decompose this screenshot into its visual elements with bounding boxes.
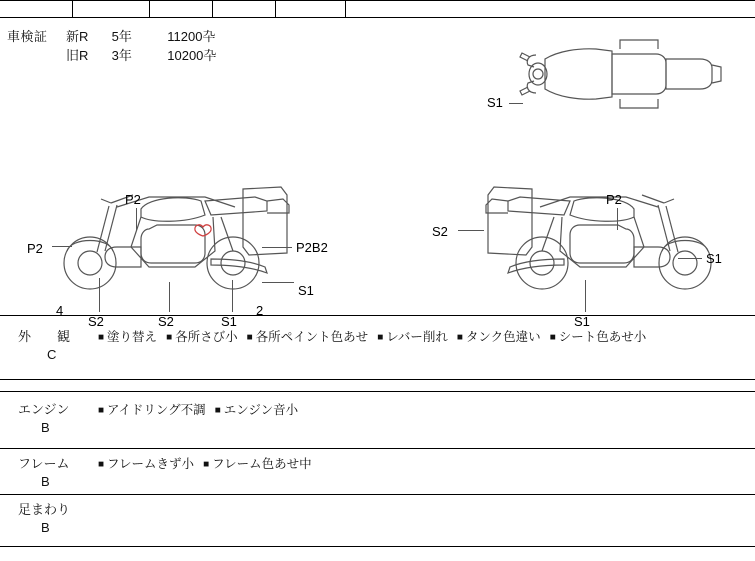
divider-top bbox=[0, 0, 755, 1]
marker-s1-right: S1 bbox=[706, 251, 722, 266]
bullet-icon: ■ bbox=[166, 332, 173, 343]
condition-items bbox=[98, 329, 655, 346]
marker-s2-left-b: S2 bbox=[158, 314, 174, 329]
divider-after-exterior bbox=[0, 379, 755, 380]
condition-item: ■ エンジン音小 bbox=[214, 403, 299, 417]
damage-diagram-area bbox=[0, 30, 755, 329]
marker-p2-left: P2 bbox=[27, 241, 43, 256]
bullet-icon: ■ bbox=[214, 405, 221, 416]
marker-4-left: 4 bbox=[56, 303, 64, 318]
top-col-3 bbox=[212, 0, 213, 17]
top-col-2 bbox=[149, 0, 150, 17]
inspection-years: 5年 bbox=[111, 29, 132, 44]
condition-item: ■ タンク色違い bbox=[456, 330, 541, 344]
condition-item: ■ 各所ペイント色あせ bbox=[246, 330, 369, 344]
leader-line bbox=[99, 278, 100, 312]
condition-row-suspension bbox=[0, 494, 755, 546]
condition-grade: B bbox=[41, 420, 50, 435]
marker-2-left: 2 bbox=[256, 303, 264, 318]
top-col-5 bbox=[345, 0, 346, 17]
marker-s2-left-a: S2 bbox=[88, 314, 104, 329]
condition-item: ■ フレーム色あせ中 bbox=[203, 457, 312, 471]
inspection-type: 旧R bbox=[66, 48, 89, 63]
bullet-icon: ■ bbox=[203, 459, 210, 470]
bullet-icon: ■ bbox=[98, 332, 105, 343]
divider-bottom bbox=[0, 546, 755, 547]
inspection-price: 10200卆 bbox=[167, 48, 217, 63]
leader-line bbox=[262, 282, 294, 283]
bullet-icon: ■ bbox=[377, 332, 384, 343]
bullet-icon: ■ bbox=[246, 332, 253, 343]
bullet-icon: ■ bbox=[98, 459, 105, 470]
leader-line bbox=[262, 247, 292, 248]
top-col-1 bbox=[72, 0, 73, 17]
condition-title: 足まわり bbox=[18, 502, 71, 517]
top-col-4 bbox=[275, 0, 276, 17]
leader-line bbox=[136, 208, 137, 230]
leader-line bbox=[509, 103, 523, 104]
marker-s1-left: S1 bbox=[298, 283, 314, 298]
marker-s2-right: S2 bbox=[432, 224, 448, 239]
condition-item: ■ レバー削れ bbox=[377, 330, 448, 344]
inspection-label: 車検証 bbox=[7, 29, 48, 44]
condition-title: 外 観 bbox=[18, 329, 71, 344]
bullet-icon: ■ bbox=[549, 332, 556, 343]
condition-item: ■ フレームきず小 bbox=[98, 457, 195, 471]
leader-line bbox=[678, 258, 702, 259]
condition-title: フレーム bbox=[18, 456, 70, 471]
motorcycle-right-side-view bbox=[450, 155, 730, 295]
condition-item: ■ 各所さび小 bbox=[166, 330, 238, 344]
condition-items bbox=[98, 456, 321, 473]
marker-s1-top: S1 bbox=[487, 95, 503, 110]
condition-item: ■ アイドリング不調 bbox=[98, 403, 206, 417]
marker-p2-right: P2 bbox=[606, 192, 622, 207]
condition-grade: C bbox=[47, 347, 57, 362]
condition-row-frame bbox=[0, 448, 755, 494]
leader-line bbox=[458, 230, 484, 231]
condition-item: ■ 塗り替え bbox=[98, 330, 158, 344]
condition-row-exterior bbox=[0, 315, 755, 379]
marker-s1-right-b: S1 bbox=[574, 314, 590, 329]
condition-title: エンジン bbox=[18, 402, 70, 417]
marker-p2-left-top: P2 bbox=[125, 192, 141, 207]
leader-line bbox=[617, 208, 618, 230]
leader-line bbox=[52, 246, 72, 247]
motorcycle-left-side-view bbox=[45, 155, 325, 295]
condition-row-engine bbox=[0, 391, 755, 448]
condition-item: ■ シート色あせ小 bbox=[549, 330, 647, 344]
leader-line bbox=[232, 280, 233, 312]
motorcycle-top-view bbox=[500, 35, 730, 115]
inspection-price: 11200卆 bbox=[167, 29, 216, 44]
condition-grade: B bbox=[41, 474, 50, 489]
condition-grade: B bbox=[41, 520, 50, 535]
inspection-type: 新R bbox=[66, 29, 89, 44]
leader-line bbox=[169, 282, 170, 312]
marker-p2b2: P2B2 bbox=[296, 240, 328, 255]
divider-top-row-bottom bbox=[0, 17, 755, 18]
inspection-years: 3年 bbox=[111, 48, 132, 63]
leader-line bbox=[585, 280, 586, 312]
marker-s1-left-b: S1 bbox=[221, 314, 237, 329]
bullet-icon: ■ bbox=[98, 405, 105, 416]
condition-items bbox=[98, 402, 307, 419]
bullet-icon: ■ bbox=[456, 332, 463, 343]
